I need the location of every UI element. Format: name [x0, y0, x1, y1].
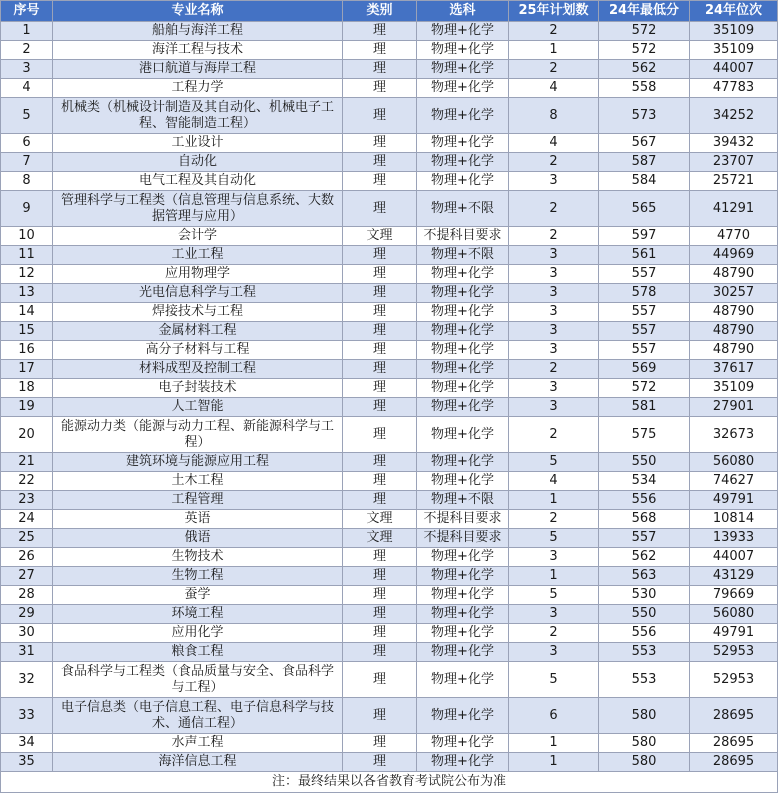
cell-row-index: 3	[1, 60, 53, 79]
cell-row-index: 12	[1, 265, 53, 284]
header-rank-2024: 24年位次	[690, 1, 778, 22]
cell-category: 理	[343, 624, 417, 643]
cell-row-index: 10	[1, 227, 53, 246]
cell-plan-count-2025: 3	[509, 379, 599, 398]
cell-subject-requirement: 物理+化学	[417, 134, 509, 153]
cell-min-score-2024: 557	[599, 303, 690, 322]
cell-plan-count-2025: 3	[509, 284, 599, 303]
cell-rank-2024: 49791	[690, 624, 778, 643]
cell-category: 理	[343, 134, 417, 153]
footnote-row	[1, 772, 778, 793]
table-row	[1, 453, 778, 472]
cell-min-score-2024: 562	[599, 548, 690, 567]
cell-rank-2024: 48790	[690, 322, 778, 341]
cell-subject-requirement: 物理+化学	[417, 586, 509, 605]
cell-min-score-2024: 569	[599, 360, 690, 379]
cell-row-index: 2	[1, 41, 53, 60]
cell-rank-2024: 4770	[690, 227, 778, 246]
cell-row-index: 14	[1, 303, 53, 322]
table-row	[1, 172, 778, 191]
cell-subject-requirement: 物理+化学	[417, 98, 509, 134]
cell-rank-2024: 44007	[690, 548, 778, 567]
cell-subject-requirement: 物理+化学	[417, 265, 509, 284]
cell-category: 理	[343, 191, 417, 227]
cell-rank-2024: 56080	[690, 453, 778, 472]
table-row	[1, 134, 778, 153]
cell-category: 理	[343, 341, 417, 360]
cell-category: 理	[343, 322, 417, 341]
cell-min-score-2024: 578	[599, 284, 690, 303]
cell-plan-count-2025: 1	[509, 41, 599, 60]
cell-row-index: 13	[1, 284, 53, 303]
cell-rank-2024: 35109	[690, 41, 778, 60]
cell-plan-count-2025: 2	[509, 153, 599, 172]
cell-major-name: 焊接技术与工程	[53, 303, 343, 322]
cell-subject-requirement: 物理+化学	[417, 643, 509, 662]
table-row	[1, 698, 778, 734]
cell-major-name: 会计学	[53, 227, 343, 246]
cell-major-name: 蚕学	[53, 586, 343, 605]
footnote: 注：最终结果以各省教育考试院公布为准	[1, 772, 778, 793]
cell-row-index: 32	[1, 662, 53, 698]
cell-min-score-2024: 563	[599, 567, 690, 586]
cell-min-score-2024: 572	[599, 379, 690, 398]
cell-category: 理	[343, 734, 417, 753]
cell-category: 文理	[343, 529, 417, 548]
cell-category: 理	[343, 453, 417, 472]
cell-rank-2024: 48790	[690, 265, 778, 284]
header-category: 类别	[343, 1, 417, 22]
cell-min-score-2024: 562	[599, 60, 690, 79]
cell-plan-count-2025: 3	[509, 341, 599, 360]
cell-min-score-2024: 573	[599, 98, 690, 134]
cell-category: 理	[343, 60, 417, 79]
cell-row-index: 33	[1, 698, 53, 734]
cell-rank-2024: 41291	[690, 191, 778, 227]
cell-row-index: 15	[1, 322, 53, 341]
cell-min-score-2024: 575	[599, 417, 690, 453]
cell-min-score-2024: 553	[599, 662, 690, 698]
cell-rank-2024: 10814	[690, 510, 778, 529]
table-row	[1, 60, 778, 79]
cell-min-score-2024: 558	[599, 79, 690, 98]
cell-min-score-2024: 597	[599, 227, 690, 246]
cell-subject-requirement: 物理+化学	[417, 303, 509, 322]
cell-plan-count-2025: 2	[509, 417, 599, 453]
cell-plan-count-2025: 3	[509, 265, 599, 284]
cell-major-name: 电子封装技术	[53, 379, 343, 398]
cell-category: 理	[343, 548, 417, 567]
cell-min-score-2024: 565	[599, 191, 690, 227]
cell-major-name: 工程力学	[53, 79, 343, 98]
cell-major-name: 人工智能	[53, 398, 343, 417]
cell-plan-count-2025: 3	[509, 303, 599, 322]
cell-subject-requirement: 物理+化学	[417, 605, 509, 624]
cell-rank-2024: 35109	[690, 379, 778, 398]
cell-category: 文理	[343, 227, 417, 246]
cell-major-name: 海洋信息工程	[53, 753, 343, 772]
cell-category: 文理	[343, 510, 417, 529]
cell-min-score-2024: 561	[599, 246, 690, 265]
cell-category: 理	[343, 662, 417, 698]
cell-plan-count-2025: 1	[509, 734, 599, 753]
cell-plan-count-2025: 5	[509, 529, 599, 548]
header-major-name: 专业名称	[53, 1, 343, 22]
cell-subject-requirement: 物理+化学	[417, 153, 509, 172]
cell-plan-count-2025: 3	[509, 548, 599, 567]
table-row	[1, 341, 778, 360]
table-row	[1, 191, 778, 227]
cell-rank-2024: 74627	[690, 472, 778, 491]
cell-subject-requirement: 物理+化学	[417, 22, 509, 41]
cell-plan-count-2025: 2	[509, 22, 599, 41]
cell-plan-count-2025: 5	[509, 586, 599, 605]
cell-rank-2024: 25721	[690, 172, 778, 191]
cell-row-index: 28	[1, 586, 53, 605]
cell-category: 理	[343, 41, 417, 60]
table-row	[1, 322, 778, 341]
cell-category: 理	[343, 567, 417, 586]
table-row	[1, 398, 778, 417]
cell-category: 理	[343, 360, 417, 379]
table-row	[1, 548, 778, 567]
table-row	[1, 586, 778, 605]
cell-subject-requirement: 物理+化学	[417, 172, 509, 191]
cell-min-score-2024: 557	[599, 341, 690, 360]
cell-plan-count-2025: 2	[509, 360, 599, 379]
cell-row-index: 26	[1, 548, 53, 567]
cell-rank-2024: 30257	[690, 284, 778, 303]
cell-category: 理	[343, 698, 417, 734]
cell-plan-count-2025: 1	[509, 491, 599, 510]
cell-subject-requirement: 物理+化学	[417, 60, 509, 79]
cell-major-name: 自动化	[53, 153, 343, 172]
cell-row-index: 16	[1, 341, 53, 360]
cell-major-name: 能源动力类（能源与动力工程、新能源科学与工程）	[53, 417, 343, 453]
cell-subject-requirement: 物理+化学	[417, 472, 509, 491]
cell-min-score-2024: 553	[599, 643, 690, 662]
table-row	[1, 417, 778, 453]
cell-plan-count-2025: 2	[509, 191, 599, 227]
cell-plan-count-2025: 3	[509, 172, 599, 191]
cell-subject-requirement: 物理+化学	[417, 341, 509, 360]
cell-plan-count-2025: 3	[509, 398, 599, 417]
cell-subject-requirement: 物理+化学	[417, 698, 509, 734]
cell-rank-2024: 44007	[690, 60, 778, 79]
cell-plan-count-2025: 3	[509, 246, 599, 265]
cell-row-index: 31	[1, 643, 53, 662]
cell-plan-count-2025: 2	[509, 227, 599, 246]
cell-rank-2024: 52953	[690, 643, 778, 662]
cell-plan-count-2025: 2	[509, 624, 599, 643]
cell-category: 理	[343, 753, 417, 772]
cell-plan-count-2025: 5	[509, 453, 599, 472]
cell-category: 理	[343, 172, 417, 191]
cell-row-index: 17	[1, 360, 53, 379]
table-row	[1, 227, 778, 246]
cell-plan-count-2025: 2	[509, 510, 599, 529]
cell-min-score-2024: 572	[599, 22, 690, 41]
cell-min-score-2024: 556	[599, 491, 690, 510]
cell-row-index: 5	[1, 98, 53, 134]
cell-row-index: 1	[1, 22, 53, 41]
cell-rank-2024: 49791	[690, 491, 778, 510]
cell-rank-2024: 79669	[690, 586, 778, 605]
cell-subject-requirement: 物理+化学	[417, 417, 509, 453]
table-row	[1, 153, 778, 172]
cell-major-name: 生物技术	[53, 548, 343, 567]
cell-row-index: 4	[1, 79, 53, 98]
cell-min-score-2024: 568	[599, 510, 690, 529]
cell-major-name: 工程管理	[53, 491, 343, 510]
cell-major-name: 光电信息科学与工程	[53, 284, 343, 303]
cell-subject-requirement: 不提科目要求	[417, 227, 509, 246]
cell-subject-requirement: 物理+化学	[417, 79, 509, 98]
header-subject-requirement: 选科	[417, 1, 509, 22]
cell-major-name: 粮食工程	[53, 643, 343, 662]
cell-rank-2024: 35109	[690, 22, 778, 41]
table-row	[1, 491, 778, 510]
table-row	[1, 41, 778, 60]
cell-row-index: 19	[1, 398, 53, 417]
cell-rank-2024: 13933	[690, 529, 778, 548]
cell-major-name: 电气工程及其自动化	[53, 172, 343, 191]
cell-plan-count-2025: 3	[509, 322, 599, 341]
cell-subject-requirement: 物理+化学	[417, 734, 509, 753]
cell-major-name: 生物工程	[53, 567, 343, 586]
cell-major-name: 环境工程	[53, 605, 343, 624]
cell-category: 理	[343, 643, 417, 662]
cell-subject-requirement: 物理+化学	[417, 379, 509, 398]
table-row	[1, 98, 778, 134]
cell-min-score-2024: 567	[599, 134, 690, 153]
table-row	[1, 284, 778, 303]
cell-plan-count-2025: 3	[509, 643, 599, 662]
cell-row-index: 29	[1, 605, 53, 624]
cell-major-name: 工业设计	[53, 134, 343, 153]
cell-plan-count-2025: 1	[509, 753, 599, 772]
header-index: 序号	[1, 1, 53, 22]
table-row	[1, 79, 778, 98]
table-row	[1, 624, 778, 643]
cell-min-score-2024: 550	[599, 453, 690, 472]
cell-category: 理	[343, 153, 417, 172]
cell-major-name: 海洋工程与技术	[53, 41, 343, 60]
cell-subject-requirement: 不提科目要求	[417, 510, 509, 529]
cell-subject-requirement: 物理+不限	[417, 491, 509, 510]
cell-min-score-2024: 556	[599, 624, 690, 643]
table-row	[1, 643, 778, 662]
cell-row-index: 9	[1, 191, 53, 227]
cell-row-index: 11	[1, 246, 53, 265]
cell-min-score-2024: 580	[599, 734, 690, 753]
cell-category: 理	[343, 22, 417, 41]
cell-plan-count-2025: 1	[509, 567, 599, 586]
cell-min-score-2024: 581	[599, 398, 690, 417]
table-row	[1, 605, 778, 624]
cell-subject-requirement: 不提科目要求	[417, 529, 509, 548]
cell-rank-2024: 48790	[690, 341, 778, 360]
cell-rank-2024: 39432	[690, 134, 778, 153]
table-row	[1, 734, 778, 753]
cell-category: 理	[343, 398, 417, 417]
cell-plan-count-2025: 2	[509, 60, 599, 79]
table-row	[1, 662, 778, 698]
cell-category: 理	[343, 98, 417, 134]
cell-plan-count-2025: 3	[509, 605, 599, 624]
cell-min-score-2024: 580	[599, 753, 690, 772]
cell-rank-2024: 23707	[690, 153, 778, 172]
table-body	[1, 22, 778, 772]
cell-subject-requirement: 物理+化学	[417, 567, 509, 586]
cell-min-score-2024: 572	[599, 41, 690, 60]
table-row	[1, 360, 778, 379]
cell-plan-count-2025: 4	[509, 134, 599, 153]
table-header-row	[1, 1, 778, 22]
cell-row-index: 27	[1, 567, 53, 586]
cell-major-name: 英语	[53, 510, 343, 529]
cell-plan-count-2025: 8	[509, 98, 599, 134]
table-row	[1, 303, 778, 322]
cell-row-index: 30	[1, 624, 53, 643]
cell-min-score-2024: 534	[599, 472, 690, 491]
cell-subject-requirement: 物理+化学	[417, 662, 509, 698]
cell-major-name: 应用化学	[53, 624, 343, 643]
cell-subject-requirement: 物理+化学	[417, 624, 509, 643]
cell-plan-count-2025: 4	[509, 79, 599, 98]
cell-major-name: 食品科学与工程类（食品质量与安全、食品科学与工程）	[53, 662, 343, 698]
cell-subject-requirement: 物理+化学	[417, 548, 509, 567]
cell-category: 理	[343, 491, 417, 510]
cell-category: 理	[343, 379, 417, 398]
header-plan-count-2025: 25年计划数	[509, 1, 599, 22]
cell-subject-requirement: 物理+化学	[417, 360, 509, 379]
cell-min-score-2024: 530	[599, 586, 690, 605]
cell-min-score-2024: 557	[599, 265, 690, 284]
cell-min-score-2024: 587	[599, 153, 690, 172]
cell-category: 理	[343, 303, 417, 322]
cell-major-name: 管理科学与工程类（信息管理与信息系统、大数据管理与应用）	[53, 191, 343, 227]
cell-rank-2024: 32673	[690, 417, 778, 453]
cell-rank-2024: 56080	[690, 605, 778, 624]
cell-major-name: 应用物理学	[53, 265, 343, 284]
cell-major-name: 俄语	[53, 529, 343, 548]
cell-category: 理	[343, 284, 417, 303]
cell-major-name: 水声工程	[53, 734, 343, 753]
table-row	[1, 22, 778, 41]
table-row	[1, 529, 778, 548]
table-row	[1, 246, 778, 265]
cell-subject-requirement: 物理+不限	[417, 191, 509, 227]
cell-plan-count-2025: 5	[509, 662, 599, 698]
cell-major-name: 材料成型及控制工程	[53, 360, 343, 379]
cell-major-name: 高分子材料与工程	[53, 341, 343, 360]
cell-rank-2024: 37617	[690, 360, 778, 379]
cell-min-score-2024: 584	[599, 172, 690, 191]
cell-rank-2024: 44969	[690, 246, 778, 265]
cell-rank-2024: 47783	[690, 79, 778, 98]
table-row	[1, 567, 778, 586]
cell-rank-2024: 43129	[690, 567, 778, 586]
cell-category: 理	[343, 265, 417, 284]
cell-category: 理	[343, 472, 417, 491]
cell-min-score-2024: 580	[599, 698, 690, 734]
cell-category: 理	[343, 417, 417, 453]
cell-major-name: 金属材料工程	[53, 322, 343, 341]
cell-row-index: 6	[1, 134, 53, 153]
cell-subject-requirement: 物理+化学	[417, 41, 509, 60]
cell-major-name: 土木工程	[53, 472, 343, 491]
cell-min-score-2024: 557	[599, 322, 690, 341]
cell-major-name: 港口航道与海岸工程	[53, 60, 343, 79]
cell-row-index: 22	[1, 472, 53, 491]
cell-rank-2024: 34252	[690, 98, 778, 134]
cell-min-score-2024: 557	[599, 529, 690, 548]
cell-plan-count-2025: 4	[509, 472, 599, 491]
header-min-score-2024: 24年最低分	[599, 1, 690, 22]
cell-row-index: 20	[1, 417, 53, 453]
cell-category: 理	[343, 605, 417, 624]
cell-row-index: 18	[1, 379, 53, 398]
cell-row-index: 35	[1, 753, 53, 772]
cell-subject-requirement: 物理+不限	[417, 246, 509, 265]
table-row	[1, 379, 778, 398]
cell-subject-requirement: 物理+化学	[417, 322, 509, 341]
cell-major-name: 机械类（机械设计制造及其自动化、机械电子工程、智能制造工程）	[53, 98, 343, 134]
cell-row-index: 34	[1, 734, 53, 753]
cell-row-index: 7	[1, 153, 53, 172]
cell-major-name: 船舶与海洋工程	[53, 22, 343, 41]
cell-rank-2024: 28695	[690, 753, 778, 772]
table-row	[1, 265, 778, 284]
cell-rank-2024: 52953	[690, 662, 778, 698]
cell-subject-requirement: 物理+化学	[417, 453, 509, 472]
cell-plan-count-2025: 6	[509, 698, 599, 734]
cell-row-index: 24	[1, 510, 53, 529]
cell-major-name: 建筑环境与能源应用工程	[53, 453, 343, 472]
cell-category: 理	[343, 246, 417, 265]
cell-row-index: 8	[1, 172, 53, 191]
table-row	[1, 472, 778, 491]
cell-subject-requirement: 物理+化学	[417, 398, 509, 417]
cell-row-index: 23	[1, 491, 53, 510]
cell-row-index: 21	[1, 453, 53, 472]
cell-major-name: 工业工程	[53, 246, 343, 265]
cell-rank-2024: 27901	[690, 398, 778, 417]
cell-category: 理	[343, 586, 417, 605]
cell-min-score-2024: 550	[599, 605, 690, 624]
cell-category: 理	[343, 79, 417, 98]
cell-rank-2024: 48790	[690, 303, 778, 322]
cell-row-index: 25	[1, 529, 53, 548]
cell-subject-requirement: 物理+化学	[417, 753, 509, 772]
cell-subject-requirement: 物理+化学	[417, 284, 509, 303]
table-row	[1, 510, 778, 529]
cell-rank-2024: 28695	[690, 698, 778, 734]
table-row	[1, 753, 778, 772]
cell-rank-2024: 28695	[690, 734, 778, 753]
cell-major-name: 电子信息类（电子信息工程、电子信息科学与技术、通信工程）	[53, 698, 343, 734]
